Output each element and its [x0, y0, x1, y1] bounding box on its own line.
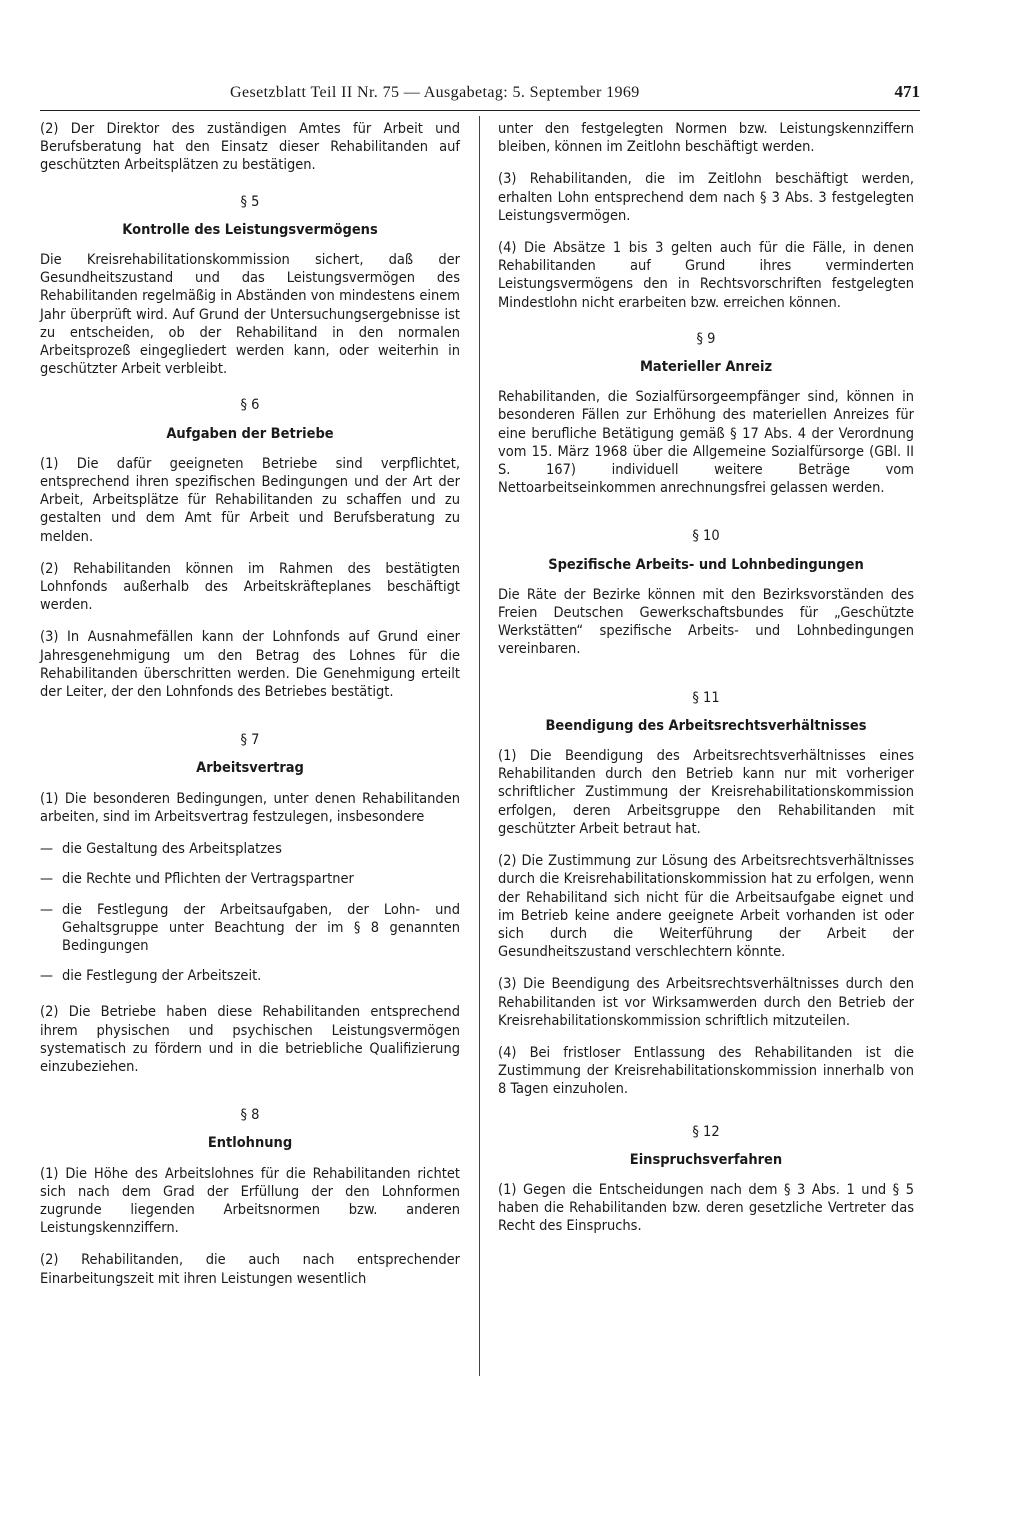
- section-title: Kontrolle des Leistungsvermögens: [122, 221, 378, 238]
- section-number: § 6: [240, 397, 260, 414]
- paragraph: Rehabilitanden, die Sozialfürsorgeempfänger sind, können in besonderen Fällen zur Erhöhung des materiellen Anreizes für eine berufliche Betätigung gemäß § 17 Abs. 4 der Verordnung vom 15. März 1968 über die Allgemeine Sozialfürsorge (GBl. II S. 167) individuell weitere Beträge vom Nettoarbeitseinkommen anrechnungsfrei gelassen werden.: [498, 389, 914, 497]
- section-number: § 10: [692, 528, 720, 545]
- paragraph: (2) Die Betriebe haben diese Rehabilitanden entsprechend ihrem physischen und psychischen Leistungsvermögen systematisch zu fördern und in die betriebliche Qualifizierung einzubeziehen.: [40, 1004, 460, 1075]
- list-dash: —: [40, 968, 54, 985]
- paragraph: (4) Die Absätze 1 bis 3 gelten auch für die Fälle, in denen Rehabilitanden auf Grund ihres verminderten Leistungsvermögens den in Rechtsvorschriften festgelegten Mindestlohn nicht erarbeiten bzw. erreichen können.: [498, 240, 914, 311]
- paragraph: (1) Die Beendigung des Arbeitsrechtsverhältnisses eines Rehabilitanden durch den Betrieb kann nur mit vorheriger schriftlicher Zustimmung der Kreisrehabilitationskommission erfolgen, deren Arbeitsgruppe den Rehabilitanden mit geschützter Arbeit betraut hat.: [498, 748, 914, 837]
- paragraph: (1) Die dafür geeigneten Betriebe sind verpflichtet, entsprechend ihren spezifischen Bedingungen und der Art der Arbeit, Arbeitsplätze für Rehabilitanden zu schaffen und zu gestalten und dem Amt für Arbeit und Berufsberatung zu melden.: [40, 455, 460, 545]
- paragraph: (3) In Ausnahmefällen kann der Lohnfonds auf Grund einer Jahresgenehmigung um den Betrag des Lohnes für die Rehabilitanden überschritten werden. Die Genehmigung erteilt der Leiter, der den Lohnfonds des Betriebes bestätigt.: [40, 629, 460, 701]
- section-title: Beendigung des Arbeitsrechtsverhältnisses: [545, 717, 867, 734]
- section-number: § 7: [240, 732, 260, 749]
- section-number: § 12: [692, 1123, 720, 1140]
- page-number: 471: [894, 82, 920, 101]
- section-title: Materieller Anreiz: [639, 359, 773, 376]
- right-column: [498, 120, 914, 1250]
- paragraph: (2) Die Zustimmung zur Lösung des Arbeitsrechtsverhältnisses durch die Kreisrehabilitationskommission hat zu erfolgen, wenn der Rehabilitand sich nicht für die Arbeitsaufgabe eignet und im Betrieb keine andere geeignete Arbeit vorhanden ist oder sich durch die Weiterführung der Arbeit der Gesundheitszustand verschlechtern könnte.: [498, 853, 914, 961]
- list-dash: —: [40, 871, 54, 888]
- section-number: § 11: [692, 689, 720, 706]
- list-item-text: die Festlegung der Arbeitsaufgaben, der Lohn- und Gehaltsgruppe unter Beachtung der im § 8 genannten Bedingungen: [62, 901, 460, 954]
- section-title: Spezifische Arbeits- und Lohnbedingungen: [548, 556, 864, 573]
- section-title: Entlohnung: [207, 1135, 293, 1152]
- page-header: [40, 84, 920, 110]
- list-item-text: die Gestaltung des Arbeitsplatzes: [62, 841, 282, 858]
- paragraph: Die Räte der Bezirke können mit den Bezirksvorständen des Freien Deutschen Gewerkschaftsbundes für „Geschützte Werkstätten“ spezifische Arbeits- und Lohnbedingungen vereinbaren.: [498, 586, 914, 658]
- paragraph: (3) Die Beendigung des Arbeitsrechtsverhältnisses durch den Rehabilitanden ist vor Wirksamwerden durch den Betrieb der Kreisrehabilitationskommission schriftlich mitzuteilen.: [498, 976, 914, 1029]
- section-title: Einspruchsverfahren: [629, 1151, 783, 1168]
- paragraph: unter den festgelegten Normen bzw. Leistungskennziffern bleiben, können im Zeitlohn beschäftigt werden.: [498, 121, 914, 156]
- paragraph: (1) Die Höhe des Arbeitslohnes für die Rehabilitanden richtet sich nach dem Grad der Erfüllung der den Lohnformen zugrunde liegenden Arbeitsnormen bzw. anderen Leistungskennziffern.: [40, 1165, 460, 1237]
- section-number: § 9: [696, 330, 716, 347]
- paragraph: (2) Rehabilitanden können im Rahmen des bestätigten Lohnfonds außerhalb des Arbeitskräfteplanes beschäftigt werden.: [40, 560, 460, 614]
- paragraph: (1) Die besonderen Bedingungen, unter denen Rehabilitanden arbeiten, sind im Arbeitsvertrag festzulegen, insbesondere: [40, 790, 460, 825]
- header-title: Gesetzblatt Teil II Nr. 75 — Ausgabetag: 5. September 1969: [230, 84, 640, 101]
- paragraph: (4) Bei fristloser Entlassung des Rehabilitanden ist die Zustimmung der Kreisrehabilitationskommission innerhalb von 8 Tagen einzuholen.: [498, 1044, 914, 1098]
- list-item: [40, 870, 460, 888]
- list-item-text: die Festlegung der Arbeitszeit.: [62, 968, 262, 985]
- list-item-text: die Rechte und Pflichten der Vertragspartner: [62, 871, 354, 888]
- list-item: [40, 967, 460, 985]
- paragraph: (3) Rehabilitanden, die im Zeitlohn beschäftigt werden, erhalten Lohn entsprechend dem nach § 3 Abs. 3 festgelegten Leistungsvermögen.: [498, 171, 914, 224]
- left-column: [40, 120, 460, 1302]
- section-title: Arbeitsvertrag: [196, 760, 304, 777]
- list-dash: —: [40, 841, 54, 858]
- header-rule: [40, 110, 920, 111]
- list-dash: —: [40, 901, 54, 918]
- column-divider: [479, 116, 480, 1376]
- paragraph: (2) Der Direktor des zuständigen Amtes für Arbeit und Berufsberatung hat den Einsatz dieser Rehabilitanden auf geschützten Arbeitsplätzen zu bestätigen.: [40, 121, 460, 174]
- list-item: [40, 901, 460, 956]
- paragraph: Die Kreisrehabilitationskommission sichert, daß der Gesundheitszustand und das Leistungsvermögen des Rehabilitanden regelmäßig in Abständen von mindestens einem Jahr überprüft wird. Auf Grund der Untersuchungsergebnisse ist zu entscheiden, ob der Rehabilitand in den normalen Arbeitsprozeß eingegliedert werden kann, oder weiterhin in geschützter Arbeit verbleibt.: [40, 252, 460, 378]
- paragraph: (2) Rehabilitanden, die auch nach entsprechender Einarbeitungszeit mit ihren Leistungen wesentlich: [40, 1252, 460, 1287]
- section-number: § 5: [240, 193, 260, 210]
- paragraph: (1) Gegen die Entscheidungen nach dem § 3 Abs. 1 und § 5 haben die Rehabilitanden bzw. deren gesetzliche Vertreter das Recht des Einspruchs.: [498, 1181, 914, 1235]
- list-item: [40, 840, 460, 858]
- section-number: § 8: [240, 1107, 260, 1124]
- section-title: Aufgaben der Betriebe: [166, 425, 334, 442]
